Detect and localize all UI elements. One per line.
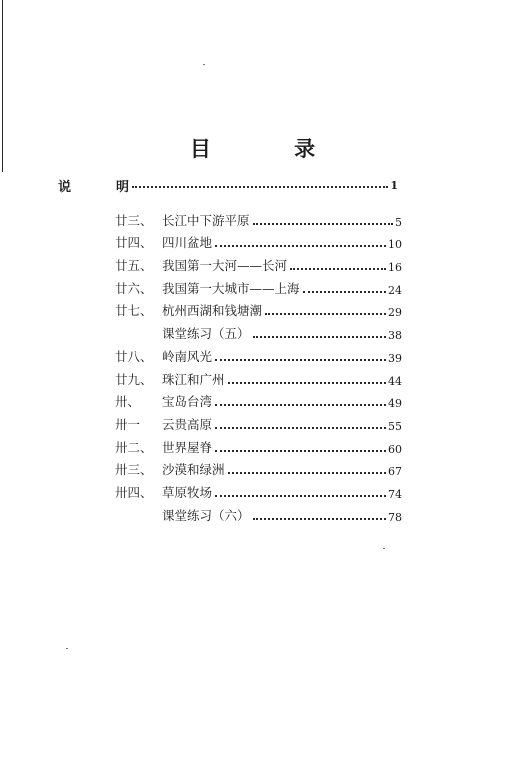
chapter-number: 卅、 [115, 394, 141, 410]
chapter-number: 廿四、 [115, 235, 153, 251]
chapter-title: 我国第一大城市——上海 [162, 280, 300, 296]
chapter-title: 四川盆地 [162, 235, 213, 251]
toc-entry[interactable] [115, 410, 402, 433]
leader-dots [215, 353, 386, 361]
toc-entry-exercise[interactable] [115, 319, 402, 342]
leader-dots [228, 376, 386, 384]
page-number: 60 [388, 442, 402, 456]
scan-speck [66, 648, 68, 649]
chapter-number: 卅一 [115, 416, 141, 432]
toc-preface-row[interactable] [58, 177, 398, 194]
toc-entry[interactable] [115, 206, 402, 229]
chapter-title: 世界屋脊 [162, 439, 213, 455]
page-number: 1 [390, 179, 398, 192]
toc-entry[interactable] [115, 456, 402, 479]
toc-entry[interactable] [115, 433, 402, 456]
page-title: 目 录 [189, 136, 354, 161]
chapter-number: 卅三、 [115, 462, 153, 478]
chapter-title: 宝岛台湾 [162, 394, 213, 410]
page-number: 29 [388, 306, 402, 320]
chapter-number: 廿九、 [115, 371, 153, 387]
page-number: 67 [388, 465, 402, 479]
chapter-title: 我国第一大河——长河 [162, 258, 288, 274]
leader-dots [253, 217, 393, 225]
chapter-number: 廿七、 [115, 303, 153, 319]
chapter-title: 长江中下游平原 [162, 212, 250, 228]
chapter-title: 沙漠和绿洲 [162, 462, 225, 478]
toc-entry[interactable] [115, 297, 402, 320]
page-number: 24 [388, 283, 402, 297]
leader-dots [215, 239, 386, 247]
page-number: 10 [388, 238, 402, 252]
chapter-number: 廿五、 [115, 258, 153, 274]
page-number: 74 [388, 487, 402, 501]
chapter-number: 廿六、 [115, 280, 153, 296]
page-number: 49 [388, 397, 402, 411]
leader-dots [228, 466, 386, 474]
page-number: 39 [388, 351, 402, 365]
leader-dots [303, 285, 386, 293]
toc-entry[interactable] [115, 342, 402, 365]
preface-label-part1: 说 [58, 180, 72, 195]
leader-dots [265, 307, 386, 315]
leader-dots [215, 398, 386, 406]
page-number: 16 [388, 261, 402, 275]
toc-entry[interactable] [115, 251, 402, 274]
toc-entry[interactable] [115, 478, 402, 501]
chapter-number: 廿三、 [115, 212, 153, 228]
chapter-title: 课堂练习（五） [162, 326, 250, 342]
toc-entry-exercise[interactable] [115, 501, 402, 524]
chapter-title: 珠江和广州 [162, 371, 225, 387]
leader-dots [215, 444, 386, 452]
leader-dots [290, 262, 386, 270]
leader-dots [215, 489, 386, 497]
toc-list [115, 206, 402, 524]
chapter-number: 卅四、 [115, 484, 153, 500]
chapter-title: 杭州西湖和钱塘潮 [162, 303, 263, 319]
preface-label-part2: 明 [116, 180, 130, 195]
toc-entry[interactable] [115, 365, 402, 388]
scan-speck [383, 548, 385, 549]
chapter-number: 廿八、 [115, 348, 153, 364]
leader-dots [215, 421, 386, 429]
chapter-title: 云贵高原 [162, 416, 213, 432]
chapter-title: 课堂练习（六） [162, 507, 250, 523]
chapter-title: 草原牧场 [162, 484, 213, 500]
leader-dots [132, 180, 388, 188]
page-number: 78 [388, 510, 402, 524]
toc-entry[interactable] [115, 229, 402, 252]
chapter-title: 岭南风光 [162, 348, 213, 364]
leader-dots [253, 512, 386, 520]
leader-dots [253, 330, 386, 338]
page-number: 38 [388, 329, 402, 343]
page-number: 44 [388, 374, 402, 388]
chapter-number: 卅二、 [115, 439, 153, 455]
toc-entry[interactable] [115, 274, 402, 297]
page-number: 55 [388, 419, 402, 433]
toc-entry[interactable] [115, 388, 402, 411]
page-number: 5 [395, 215, 402, 229]
scan-speck [203, 64, 205, 65]
